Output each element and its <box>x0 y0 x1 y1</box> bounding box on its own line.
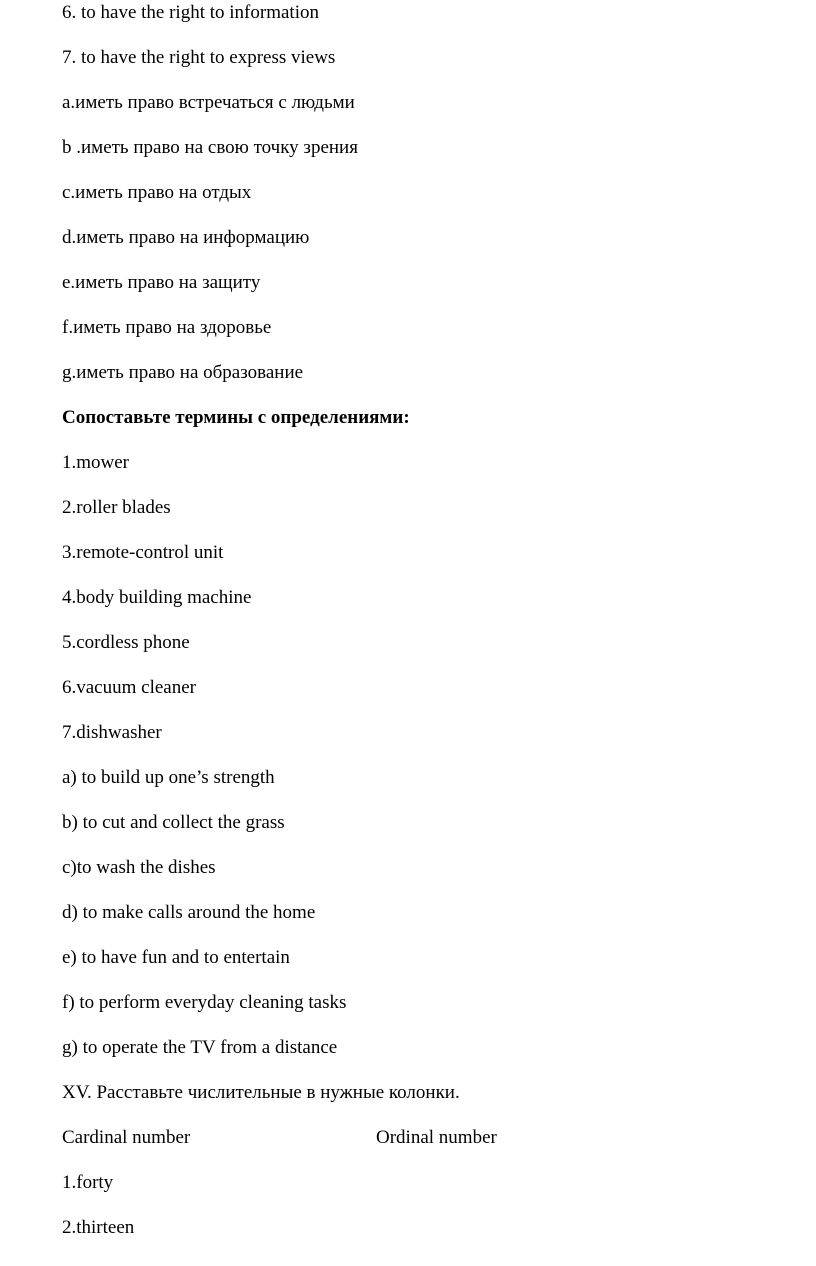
term-item: 6.vacuum cleaner <box>62 677 196 698</box>
term-item: 4.body building machine <box>62 587 252 608</box>
definition-item: c)to wash the dishes <box>62 857 216 878</box>
rights-item: 7. to have the right to express views <box>62 47 336 68</box>
term-item: 5.cordless phone <box>62 632 190 653</box>
definition-item: b) to cut and collect the grass <box>62 812 285 833</box>
term-item: 2.roller blades <box>62 497 171 518</box>
rights-translation: b .иметь право на свою точку зрения <box>62 137 358 158</box>
definition-item: d) to make calls around the home <box>62 902 316 923</box>
term-item: 3.remote-control unit <box>62 542 224 563</box>
rights-translation: d.иметь право на информацию <box>62 227 310 248</box>
rights-item: 6. to have the right to information <box>62 2 319 23</box>
definition-item: a) to build up one’s strength <box>62 767 275 788</box>
rights-translation: е.иметь право на защиту <box>62 272 261 293</box>
numeral-item: 1.forty <box>62 1172 114 1193</box>
rights-translation: g.иметь право на образование <box>62 362 304 383</box>
definition-item: g) to operate the TV from a distance <box>62 1037 338 1058</box>
term-item: 1.mower <box>62 452 130 473</box>
task-heading: XV. Расставьте числительные в нужные колонки. <box>62 1082 460 1103</box>
term-item: 7.dishwasher <box>62 722 162 743</box>
numeral-item: 2.thirteen <box>62 1217 135 1238</box>
rights-translation: f.иметь право на здоровье <box>62 317 272 338</box>
task-heading: Сопоставьте термины с определениями: <box>62 407 410 428</box>
definition-item: f) to perform everyday cleaning tasks <box>62 992 347 1013</box>
rights-translation: а.иметь право встречаться с людьми <box>62 92 355 113</box>
rights-translation: с.иметь право на отдых <box>62 182 252 203</box>
column-header-cardinal: Cardinal number <box>62 1127 191 1148</box>
definition-item: e) to have fun and to entertain <box>62 947 290 968</box>
column-header-ordinal: Ordinal number <box>376 1127 497 1148</box>
